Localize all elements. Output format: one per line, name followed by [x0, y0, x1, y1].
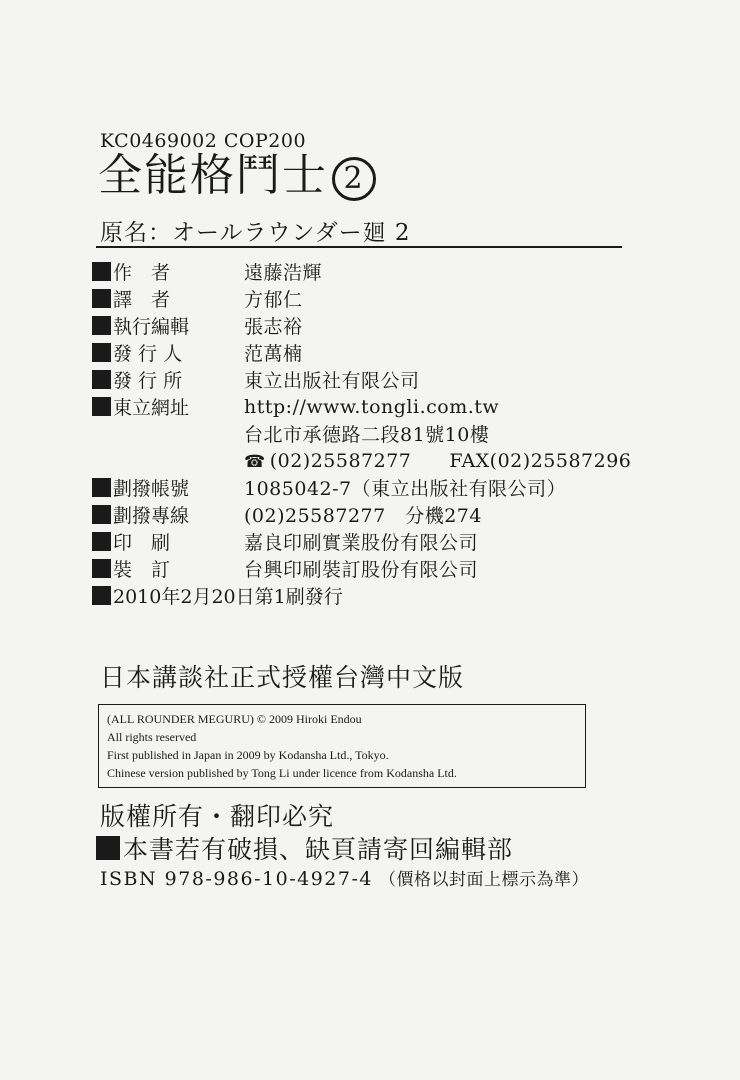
- credit-label: 作 者: [113, 262, 171, 284]
- credit-label: 東立網址: [113, 397, 190, 419]
- authorization-statement: 日本講談社正式授權台灣中文版: [100, 663, 465, 692]
- bullet-square-icon: [92, 289, 111, 308]
- bullet-square-icon: [92, 316, 111, 335]
- credit-label: 劃撥帳號: [113, 478, 190, 500]
- credit-value: (02)25587277 分機274: [244, 505, 482, 527]
- credits-list: [92, 258, 652, 609]
- original-title: 原名：オールラウンダー廻 2: [100, 220, 411, 246]
- credit-value: 方郁仁: [244, 289, 303, 311]
- price-note: （價格以封面上標示為準）: [378, 870, 589, 890]
- credit-value: 台興印刷裝訂股份有限公司: [244, 559, 479, 581]
- bullet-square-icon: [92, 397, 111, 416]
- credit-row-binding: [92, 555, 652, 582]
- publish-date: 2010年2月20日第1刷發行: [113, 586, 343, 608]
- credit-value: 嘉良印刷實業股份有限公司: [244, 532, 479, 554]
- credit-value: 張志裕: [244, 316, 303, 338]
- bullet-square-icon: [96, 836, 120, 860]
- copyright-box: [98, 704, 586, 788]
- credit-row-editor: [92, 312, 652, 339]
- book-title-text: 全能格鬥士: [98, 150, 328, 201]
- rights-reserved: 版權所有・翻印必究: [100, 802, 335, 831]
- credit-label: 發 行 所: [113, 370, 183, 392]
- credit-label: 執行編輯: [113, 316, 190, 338]
- bullet-square-icon: [92, 505, 111, 524]
- bullet-square-icon: [92, 559, 111, 578]
- copyright-line: All rights reserved: [107, 730, 197, 744]
- address: 台北市承德路二段81號10樓: [244, 424, 490, 446]
- book-title: [98, 150, 376, 201]
- credit-label: 發 行 人: [113, 343, 183, 365]
- credit-label: 譯 者: [113, 289, 171, 311]
- credit-row-publisher: [92, 339, 652, 366]
- credit-row-address: [92, 420, 652, 447]
- publish-date-row: [92, 582, 652, 609]
- credit-row-author: [92, 258, 652, 285]
- bullet-square-icon: [92, 478, 111, 497]
- fax-number: FAX(02)25587296: [449, 449, 632, 472]
- product-code: KC0469002 COP200: [100, 130, 307, 152]
- credit-value: 1085042-7（東立出版社有限公司）: [244, 478, 567, 500]
- credit-row-website: [92, 393, 652, 420]
- credit-row-publishing-house: [92, 366, 652, 393]
- credit-row-postal-account: [92, 474, 652, 501]
- credit-row-postal-line: [92, 501, 652, 528]
- divider: [96, 246, 622, 248]
- website-url: http://www.tongli.com.tw: [244, 395, 500, 418]
- copyright-line: Chinese version published by Tong Li under licence from Kodansha Ltd.: [107, 766, 457, 780]
- copyright-line: First published in Japan in 2009 by Kodansha Ltd., Tokyo.: [107, 748, 389, 762]
- credit-label: 裝 訂: [113, 559, 171, 581]
- bullet-square-icon: [92, 370, 111, 389]
- bullet-square-icon: [92, 262, 111, 281]
- bullet-square-icon: [92, 343, 111, 362]
- credit-row-translator: [92, 285, 652, 312]
- credit-value: 范萬楠: [244, 343, 303, 365]
- telephone-icon: ☎: [244, 451, 266, 472]
- credit-value: 東立出版社有限公司: [244, 370, 420, 392]
- credit-label: 劃撥專線: [113, 505, 190, 527]
- isbn: ISBN 978-986-10-4927-4: [100, 868, 373, 890]
- damage-notice: 本書若有破損、缺頁請寄回編輯部: [123, 835, 514, 864]
- credit-value: 遠藤浩輝: [244, 262, 323, 284]
- credit-row-phone: [92, 447, 652, 474]
- damage-notice-row: [96, 830, 513, 866]
- bullet-square-icon: [92, 532, 111, 551]
- bullet-square-icon: [92, 586, 111, 605]
- credit-label: 印 刷: [113, 532, 171, 554]
- phone-number: (02)25587277: [269, 449, 412, 472]
- volume-number: 2: [332, 157, 376, 201]
- isbn-row: [100, 865, 589, 890]
- credit-row-printing: [92, 528, 652, 555]
- copyright-line: (ALL ROUNDER MEGURU) © 2009 Hiroki Endou: [107, 712, 362, 726]
